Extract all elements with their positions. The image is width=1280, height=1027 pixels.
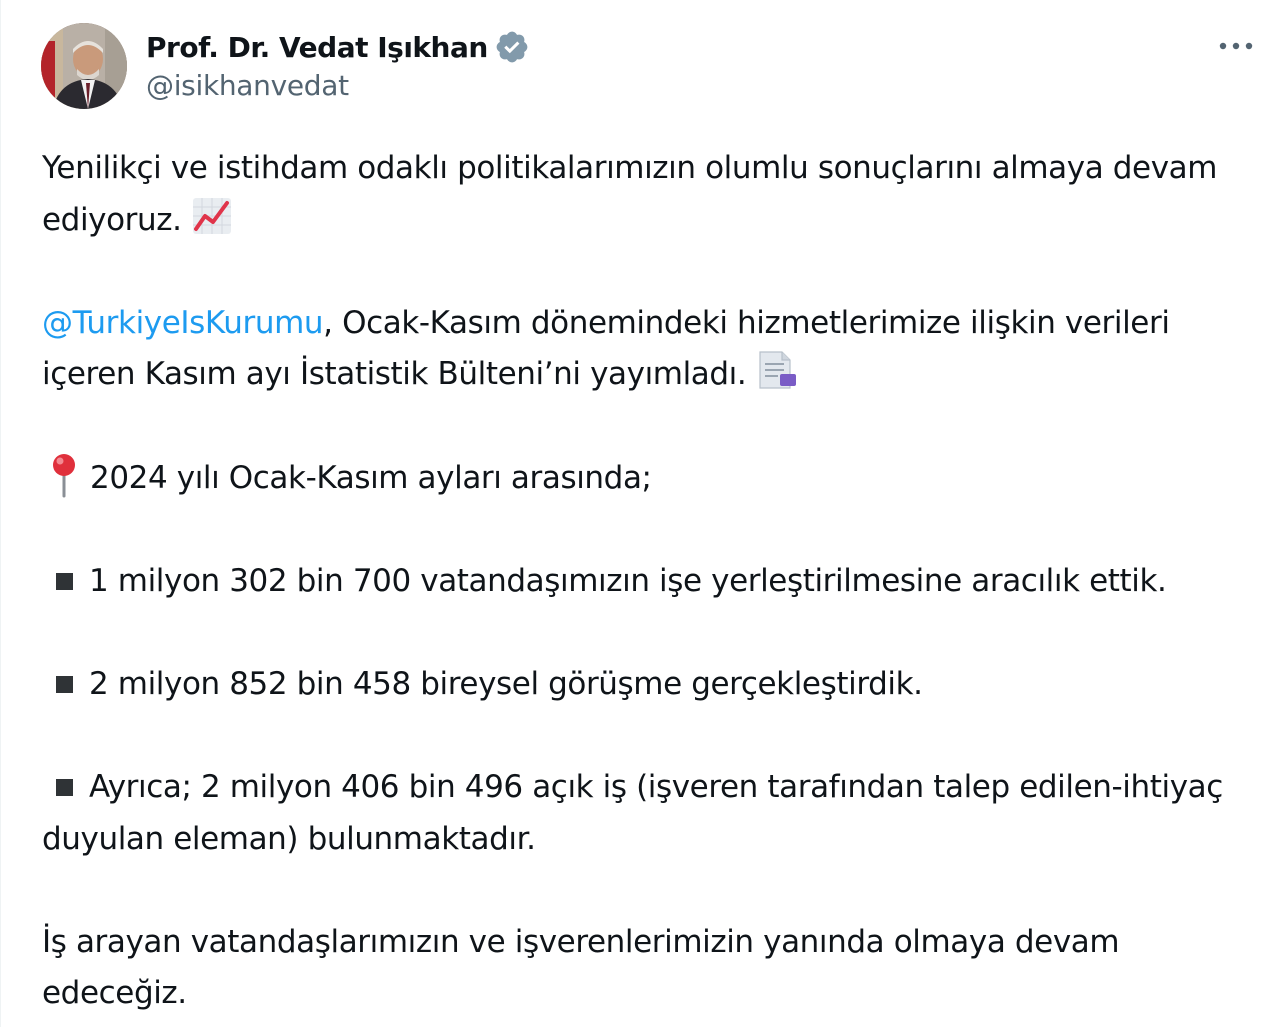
bullet-text: 2 milyon 852 bin 458 bireysel görüşme gerçekleştirdik. xyxy=(89,666,923,702)
document-icon xyxy=(756,350,798,390)
more-icon xyxy=(1219,41,1253,51)
mention-link[interactable]: @TurkiyeIsKurumu xyxy=(42,304,324,341)
tweet-text xyxy=(42,143,1242,1020)
round-pushpin-icon xyxy=(44,452,84,498)
author-block xyxy=(146,25,530,102)
black-square-icon xyxy=(56,573,73,590)
black-square-icon xyxy=(56,779,73,796)
spacer xyxy=(42,865,1242,917)
tweet-paragraph-intro xyxy=(42,143,1242,246)
verified-badge-icon xyxy=(494,29,530,65)
bullet-item-placements xyxy=(42,556,1242,608)
spacer xyxy=(42,505,1242,557)
bullet-item-open-jobs xyxy=(42,762,1242,865)
spacer xyxy=(42,608,1242,660)
bullet-text: 1 milyon 302 bin 700 vatandaşımızın işe yerleştirilmesine aracılık ettik. xyxy=(89,563,1167,599)
period-text: 2024 yılı Ocak-Kasım ayları arasında; xyxy=(90,460,652,496)
bulletin-text: , Ocak-Kasım dönemindeki hizmetlerimize ilişkin verileri içeren Kasım ayı İstatistik Bülteni’ni yayımladı. xyxy=(42,304,1170,392)
spacer xyxy=(42,246,1242,298)
name-row xyxy=(146,25,530,69)
more-options-button[interactable] xyxy=(1216,31,1256,61)
bullet-item-interviews xyxy=(42,659,1242,711)
chart-increasing-icon xyxy=(191,196,233,236)
spacer xyxy=(42,401,1242,453)
tweet-paragraph-closing xyxy=(42,917,1242,1020)
tweet-header xyxy=(41,23,1256,113)
spacer xyxy=(42,711,1242,763)
avatar[interactable] xyxy=(41,23,127,109)
display-name[interactable]: Prof. Dr. Vedat Işıkhan xyxy=(146,30,488,64)
avatar-image xyxy=(41,23,127,109)
bullet-text: Ayrıca; 2 milyon 406 bin 496 açık iş (işveren tarafından talep edilen-ihtiyaç duyulan eleman) bulunmaktadır. xyxy=(42,769,1223,857)
black-square-icon xyxy=(56,676,73,693)
user-handle[interactable]: @isikhanvedat xyxy=(146,69,349,102)
tweet-paragraph-bulletin xyxy=(42,298,1242,401)
tweet-paragraph-period xyxy=(42,452,1242,505)
intro-text: Yenilikçi ve istihdam odaklı politikalarımızın olumlu sonuçlarını almaya devam ediyoruz. xyxy=(42,150,1218,238)
closing-text: İş arayan vatandaşlarımızın ve işverenlerimizin yanında olmaya devam edeceğiz. xyxy=(42,923,1120,1011)
